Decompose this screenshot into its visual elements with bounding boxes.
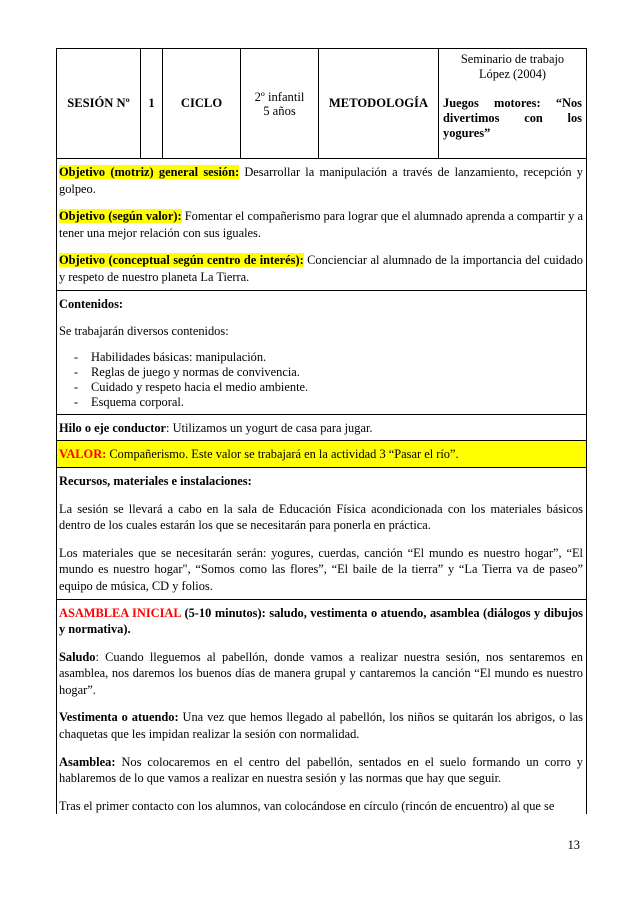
resources-paragraph-2: Los materiales que se necesitarán serán: yogures, cuerdas, canción “El mundo es nuestro hogar”, “El mundo es nuestro hogar", “Somos como las flores”, “El baile de la tierra” y “La Tierra va de paseo” equipo de música, CD y folios. <box>59 545 583 593</box>
cycle-value <box>241 49 319 159</box>
games-text: Juegos motores: “Nos divertimos con los yogures” <box>443 96 582 140</box>
assembly-continuation-text: Tras el primer contacto con los alumnos, van colocándose en círculo (rincón de encuentro) al que se <box>59 798 555 813</box>
thread-text: : Utilizamos un yogurt de casa para jugar. <box>166 420 373 435</box>
objectives-row <box>57 159 587 291</box>
seminar-cell <box>439 49 587 159</box>
contents-row <box>57 290 587 414</box>
assembly-greeting-label: Saludo <box>59 649 96 664</box>
session-header-row <box>57 49 587 159</box>
page-number: 13 <box>567 838 580 852</box>
assembly-continuation <box>59 798 583 815</box>
objective-conceptual <box>59 252 583 285</box>
list-dash: - <box>74 379 79 394</box>
objective-motor-label: Objetivo (motriz) general sesión: <box>59 165 240 179</box>
resources-paragraph-1: La sesión se llevará a cabo en la sala de Educación Física acondicionada con los materiales básicos dentro de los cuales estarán los que se necesitarán para ponerla en práctica. <box>59 501 583 533</box>
value-row <box>57 441 587 468</box>
session-plan-document <box>56 48 586 814</box>
objective-value <box>59 208 583 241</box>
list-item-text: Habilidades básicas: manipulación. <box>91 349 267 364</box>
session-table <box>56 48 587 814</box>
objective-conceptual-text: Concienciar al alumnado de la importancia del cuidado y respeto de nuestro planeta La Tierra. <box>59 253 583 284</box>
assembly-greeting <box>59 649 583 699</box>
list-dash: - <box>74 364 79 379</box>
seminar-line1: Seminario de trabajo <box>460 52 565 66</box>
assembly-row <box>57 599 587 814</box>
contents-cell <box>57 290 587 414</box>
assembly-greeting-text: : Cuando lleguemos al pabellón, donde vamos a realizar nuestra sesión, nos sentaremos en asamblea, nos daremos los buenos días de manera grupal y cantaremos la canción “El mundo es nuestro hogar”. <box>59 649 583 697</box>
contents-intro: Se trabajarán diversos contenidos: <box>59 324 229 339</box>
assembly-title-red: ASAMBLEA INICIAL <box>59 605 181 620</box>
value-label: VALOR: <box>59 447 107 462</box>
methodology-label: METODOLOGÍA <box>319 49 439 159</box>
assembly-clothing-label: Vestimenta o atuendo: <box>59 710 179 725</box>
objective-motor-text: Desarrollar la manipulación a través de lanzamiento, recepción y golpeo. <box>59 165 584 196</box>
list-item <box>59 395 583 410</box>
session-label: SESIÓN Nº <box>57 49 141 159</box>
assembly-title <box>59 605 583 638</box>
session-value: 1 <box>141 49 163 159</box>
list-item <box>59 350 583 365</box>
resources-title: Recursos, materiales e instalaciones: <box>59 473 252 488</box>
list-item-text: Cuidado y respeto hacia el medio ambiente. <box>91 379 309 394</box>
objective-value-text: Fomentar el compañerismo para lograr que el alumnado aprenda a compartir y a tener una mejor relación con sus iguales. <box>59 209 583 240</box>
assembly-cell <box>57 599 587 814</box>
contents-list <box>59 350 583 410</box>
assembly-title-rest: (5-10 minutos): saludo, vestimenta o atuendo, asamblea (diálogos y dibujos y normativa). <box>59 605 584 637</box>
list-item <box>59 380 583 395</box>
cycle-value-line2: 5 años <box>263 103 296 118</box>
list-item <box>59 365 583 380</box>
assembly-meeting-text: Nos colocaremos en el centro del pabellón, sentados en el suelo formando un corro y hablaremos de lo que vamos a realizar en nuestra sesión y las normas que hay que seguir. <box>59 754 583 786</box>
objectives-cell <box>57 159 587 291</box>
thread-label: Hilo o eje conductor <box>59 420 167 435</box>
list-dash: - <box>74 349 79 364</box>
objective-conceptual-label: Objetivo (conceptual según centro de interés): <box>59 253 304 268</box>
list-item-text: Esquema corporal. <box>91 394 184 409</box>
assembly-clothing <box>59 709 583 742</box>
cycle-value-line1: 2º infantil <box>254 89 305 104</box>
contents-title: Contenidos: <box>59 296 124 311</box>
assembly-clothing-text: Una vez que hemos llegado al pabellón, los niños se quitarán los abrigos, o las chaquetas que les impidan realizar la sesión con normalidad. <box>59 710 583 742</box>
objective-motor <box>59 164 583 197</box>
value-cell <box>57 441 587 468</box>
list-item-text: Reglas de juego y normas de convivencia. <box>91 364 300 379</box>
resources-row <box>57 467 587 599</box>
objective-value-label: Objetivo (según valor): <box>59 209 182 224</box>
assembly-meeting-label: Asamblea: <box>59 754 116 769</box>
thread-row <box>57 414 587 441</box>
resources-cell <box>57 467 587 599</box>
thread-cell <box>57 414 587 441</box>
value-text: Compañerismo. Este valor se trabajará en la actividad 3 “Pasar el río”. <box>106 447 459 462</box>
cycle-label: CICLO <box>163 49 241 159</box>
assembly-meeting <box>59 754 583 787</box>
seminar-line2: López (2004) <box>478 67 547 81</box>
list-dash: - <box>74 394 79 409</box>
